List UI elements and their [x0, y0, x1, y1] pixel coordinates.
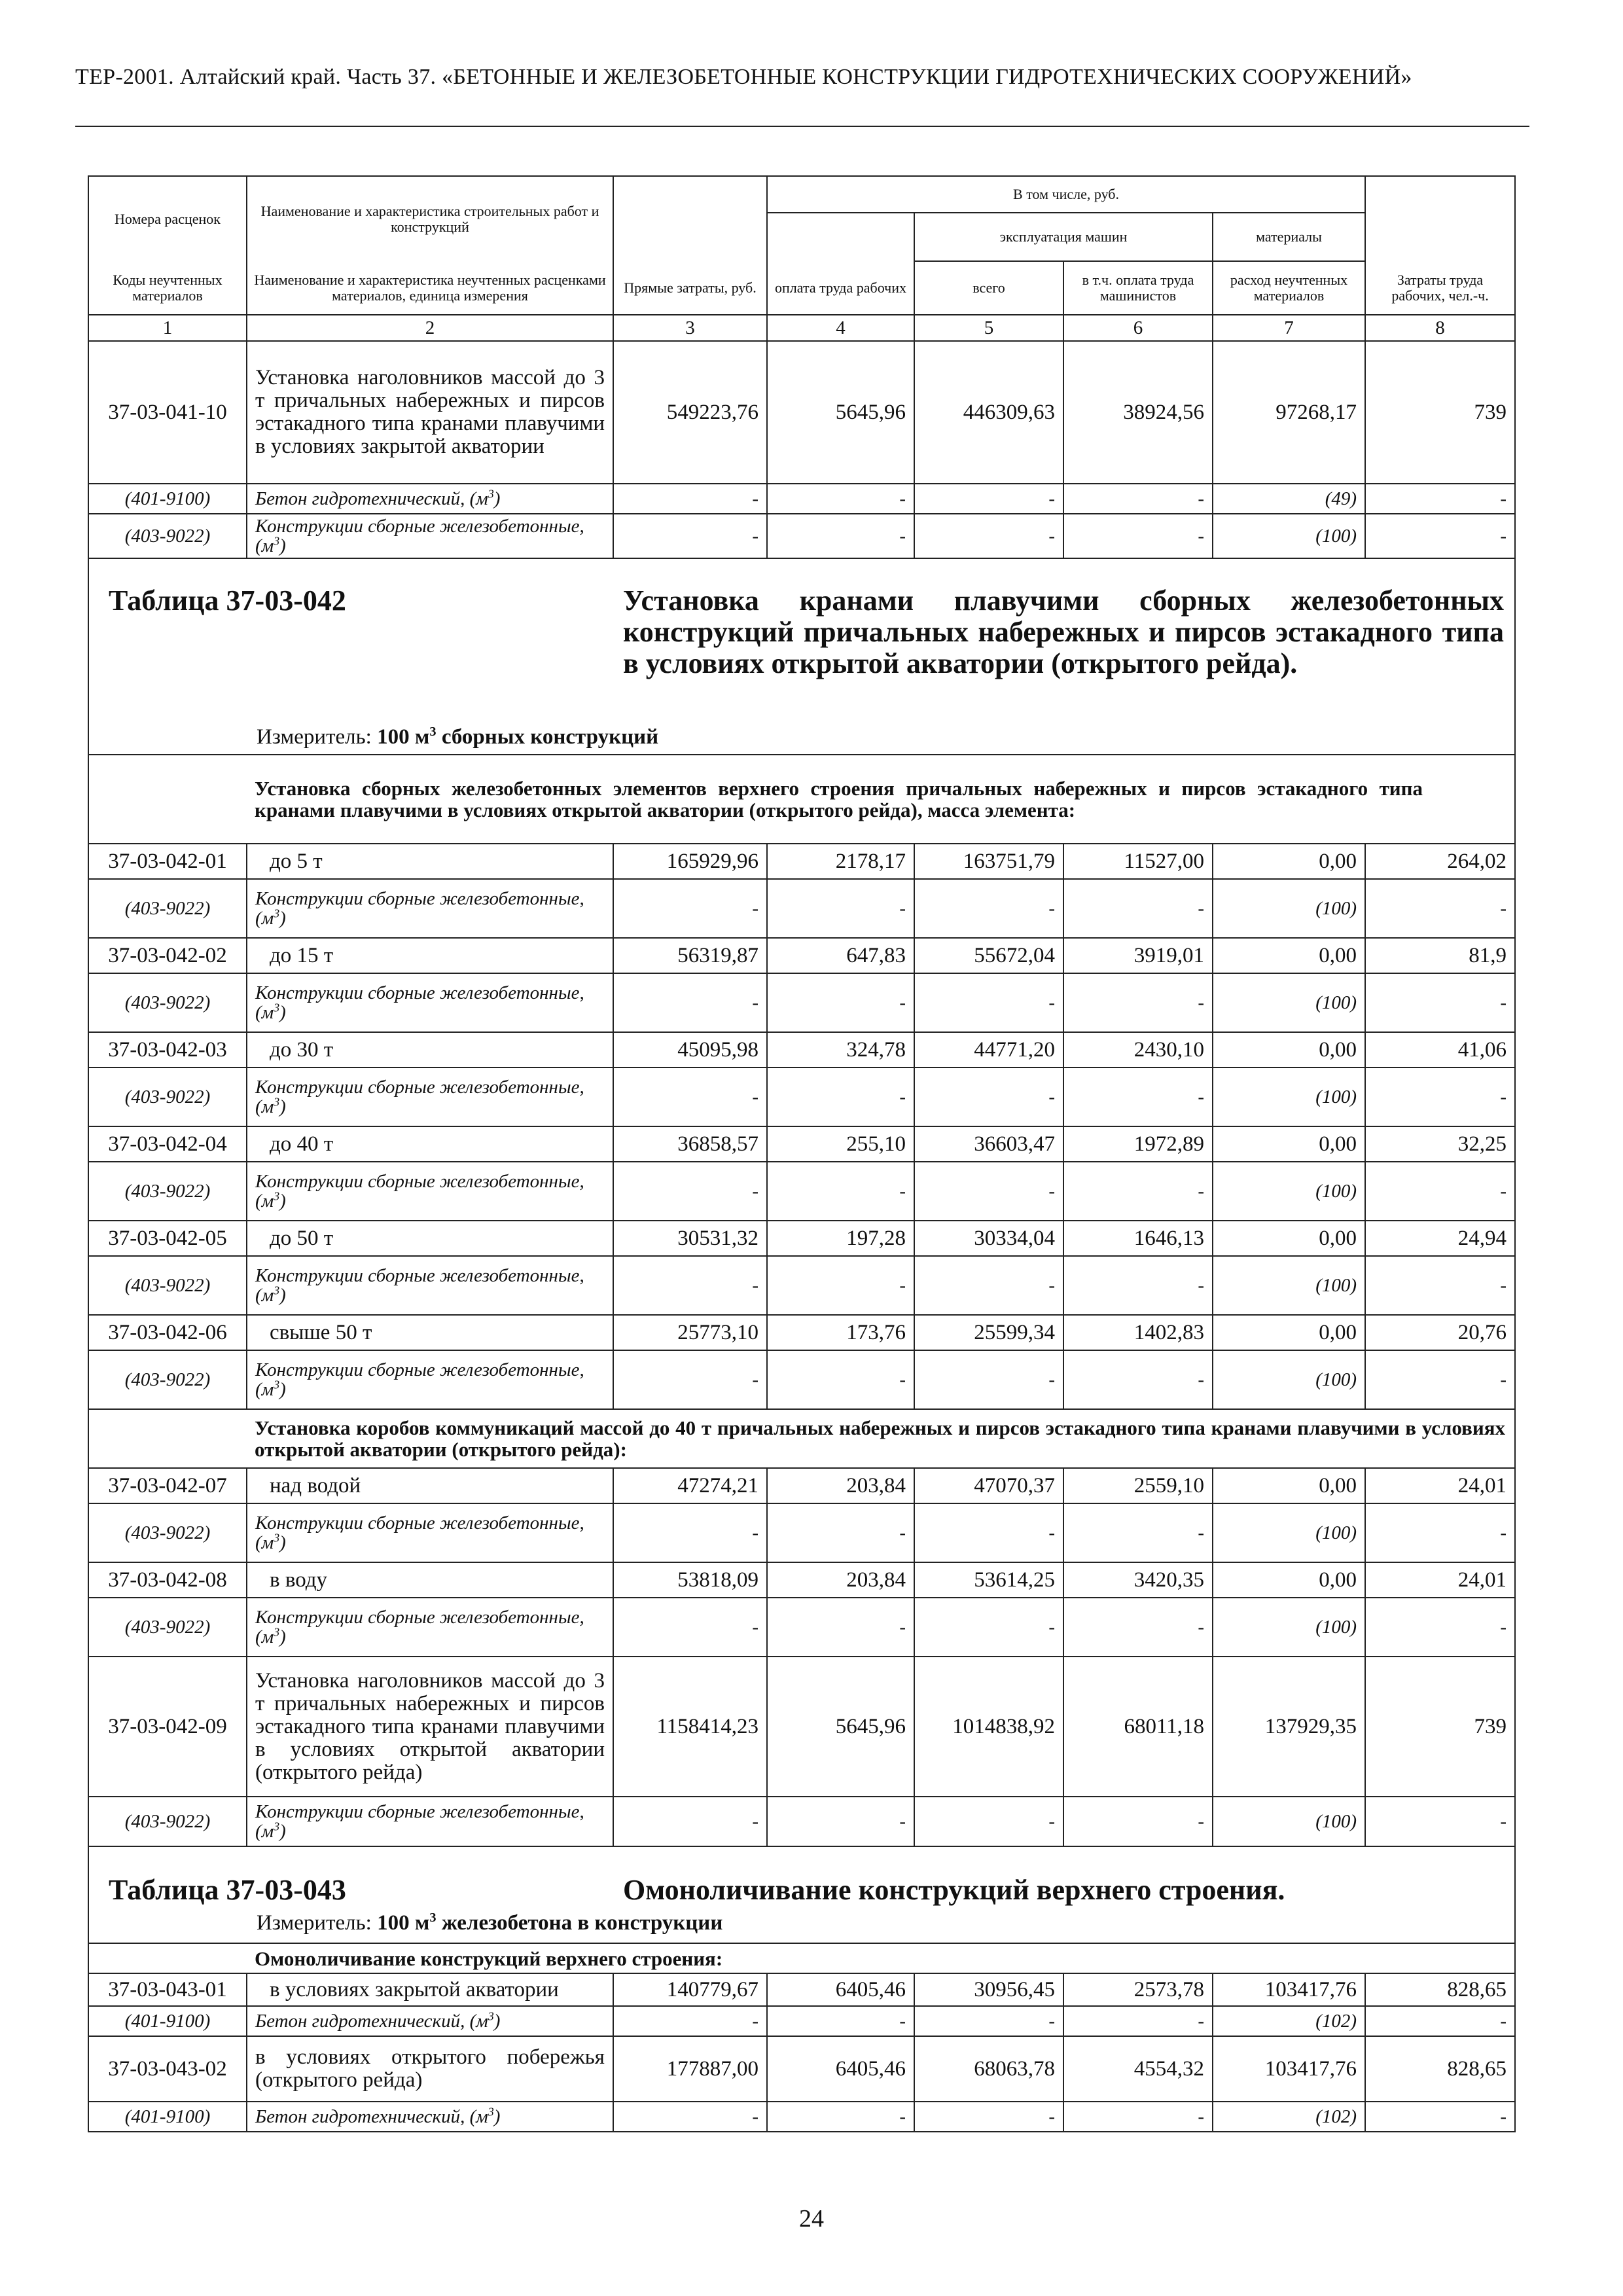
rate-name: Установка наголовников массой до 3 т причальных набережных и пирсов эстакадного типа кранами плавучими в условиях закрытой акватории: [247, 341, 613, 484]
machines-total: 44771,20: [914, 1032, 1063, 1067]
dash: -: [1063, 1350, 1213, 1409]
machinist-pay: 2559,10: [1063, 1468, 1213, 1503]
table-043-unit: Измеритель: 100 $м^3$ железобетона в конструкции: [257, 1910, 723, 1935]
machines-total: 446309,63: [914, 341, 1063, 484]
header-materials: материалы: [1213, 213, 1365, 261]
header-rule: [75, 126, 1529, 127]
col-number: 8: [1365, 315, 1515, 341]
material-row: [88, 1350, 1515, 1409]
dash: -: [914, 2102, 1063, 2132]
worker-pay: 197,28: [767, 1221, 914, 1256]
worker-pay: 5645,96: [767, 1657, 914, 1797]
material-code: (401-9100): [88, 484, 247, 514]
header-machine-operation: эксплуатация машин: [914, 213, 1213, 261]
materials-cost: 103417,76: [1213, 2036, 1365, 2102]
materials-cost: 0,00: [1213, 844, 1365, 879]
machinist-pay: 1646,13: [1063, 1221, 1213, 1256]
rates-table: [88, 175, 1516, 2132]
col-number: 5: [914, 315, 1063, 341]
table-042-title-block: [88, 558, 1515, 755]
material-amount: (100): [1213, 879, 1365, 938]
table-042-title: Установка кранами плавучими сборных железобетонных конструкций причальных набережных и пирсов эстакадного типа в условиях открытой акватории (открытого рейда).: [623, 584, 1504, 679]
material-row: [88, 1256, 1515, 1315]
machines-total: 53614,25: [914, 1562, 1063, 1598]
material-name: Бетон гидротехнический, $(м^3)$: [247, 484, 613, 514]
col-number: 7: [1213, 315, 1365, 341]
material-name: Конструкции сборные железобетонные, $(м^3)$: [247, 1350, 613, 1409]
table-row: [88, 341, 1515, 484]
dash: -: [914, 1598, 1063, 1657]
dash: -: [1063, 973, 1213, 1032]
material-code: (403-9022): [88, 1598, 247, 1657]
material-code: (403-9022): [88, 973, 247, 1032]
table-row: [88, 1221, 1515, 1256]
header-work-name: Наименование и характеристика строительных работ и конструкций: [247, 176, 613, 261]
material-amount: (49): [1213, 484, 1365, 514]
table-043-title-block: [88, 1846, 1515, 1943]
blank-cell: [88, 1943, 247, 1973]
dash: -: [767, 1162, 914, 1221]
rate-code: 37-03-042-04: [88, 1126, 247, 1162]
dash: -: [613, 514, 767, 558]
material-name: Конструкции сборные железобетонные, $(м^3)$: [247, 1797, 613, 1846]
dash: -: [1063, 1598, 1213, 1657]
material-name: Конструкции сборные железобетонные, $(м^3)$: [247, 514, 613, 558]
section-heading: Омоноличивание конструкций верхнего строения:: [247, 1943, 1515, 1973]
material-row: [88, 1797, 1515, 1846]
dash: -: [767, 1256, 914, 1315]
machines-total: 55672,04: [914, 938, 1063, 973]
materials-cost: 0,00: [1213, 1032, 1365, 1067]
material-code: (403-9022): [88, 1067, 247, 1126]
worker-pay: 203,84: [767, 1468, 914, 1503]
direct-costs: 549223,76: [613, 341, 767, 484]
direct-costs: 25773,10: [613, 1315, 767, 1350]
dash: -: [613, 1162, 767, 1221]
dash: -: [1063, 2102, 1213, 2132]
direct-costs: 47274,21: [613, 1468, 767, 1503]
material-amount: (100): [1213, 514, 1365, 558]
machinist-pay: 38924,56: [1063, 341, 1213, 484]
dash: -: [767, 514, 914, 558]
worker-pay: 6405,46: [767, 1973, 914, 2006]
header-direct-costs: Прямые затраты, руб.: [613, 261, 767, 315]
rate-name: Установка наголовников массой до 3 т причальных набережных и пирсов эстакадного типа кранами плавучими в условиях открытой акватории (открытого рейда): [247, 1657, 613, 1797]
header-total: всего: [914, 261, 1063, 315]
header-in-that-number: В том числе, руб.: [767, 176, 1365, 213]
rate-code: 37-03-042-06: [88, 1315, 247, 1350]
table-043-number: Таблица 37-03-043: [109, 1874, 346, 1906]
dash: -: [1365, 1598, 1515, 1657]
material-name: Бетон гидротехнический, $(м^3)$: [247, 2102, 613, 2132]
direct-costs: 36858,57: [613, 1126, 767, 1162]
dash: -: [1365, 514, 1515, 558]
rate-code: 37-03-042-07: [88, 1468, 247, 1503]
dash: -: [613, 879, 767, 938]
materials-cost: 97268,17: [1213, 341, 1365, 484]
blank-cell: [88, 755, 247, 844]
labor-costs: 24,01: [1365, 1562, 1515, 1598]
machines-total: 68063,78: [914, 2036, 1063, 2102]
section-heading: Установка коробов коммуникаций массой до 40 т причальных набережных и пирсов эстакадного типа кранами плавучими в условиях открытой акватории (открытого рейда):: [247, 1409, 1515, 1468]
material-amount: (100): [1213, 1598, 1365, 1657]
direct-costs: 53818,09: [613, 1562, 767, 1598]
material-amount: (100): [1213, 1256, 1365, 1315]
rate-name: в условиях закрытой акватории: [247, 1973, 613, 2006]
dash: -: [613, 1503, 767, 1562]
direct-costs: 165929,96: [613, 844, 767, 879]
header-codes: Коды неучтенных материалов: [88, 261, 247, 315]
rate-name: в условиях открытого побережья (открытого рейда): [247, 2036, 613, 2102]
machinist-pay: 4554,32: [1063, 2036, 1213, 2102]
table-row: [88, 1657, 1515, 1797]
material-amount: (100): [1213, 1797, 1365, 1846]
materials-cost: 0,00: [1213, 1562, 1365, 1598]
labor-costs: 24,94: [1365, 1221, 1515, 1256]
material-name: Конструкции сборные железобетонные, $(м^3)$: [247, 1067, 613, 1126]
rate-name: свыше 50 т: [247, 1315, 613, 1350]
dash: -: [613, 973, 767, 1032]
material-name: Конструкции сборные железобетонные, $(м^3)$: [247, 1598, 613, 1657]
machinist-pay: 3919,01: [1063, 938, 1213, 973]
col-number: 1: [88, 315, 247, 341]
labor-costs: 24,01: [1365, 1468, 1515, 1503]
dash: -: [914, 879, 1063, 938]
material-name: Конструкции сборные железобетонные, $(м^3)$: [247, 1256, 613, 1315]
material-name: Конструкции сборные железобетонные, $(м^3)$: [247, 973, 613, 1032]
col-number: 3: [613, 315, 767, 341]
dash: -: [1365, 1256, 1515, 1315]
material-row: [88, 1598, 1515, 1657]
dash: -: [914, 1162, 1063, 1221]
rate-code: 37-03-042-03: [88, 1032, 247, 1067]
dash: -: [767, 484, 914, 514]
direct-costs: 56319,87: [613, 938, 767, 973]
dash: -: [1063, 879, 1213, 938]
rate-name: до 5 т: [247, 844, 613, 879]
dash: -: [1365, 484, 1515, 514]
rate-code: 37-03-042-05: [88, 1221, 247, 1256]
materials-cost: 0,00: [1213, 1126, 1365, 1162]
machines-total: 30956,45: [914, 1973, 1063, 2006]
dash: -: [914, 1256, 1063, 1315]
dash: -: [914, 484, 1063, 514]
materials-cost: 0,00: [1213, 938, 1365, 973]
materials-cost: 137929,35: [1213, 1657, 1365, 1797]
direct-costs: 140779,67: [613, 1973, 767, 2006]
rate-name: до 15 т: [247, 938, 613, 973]
dash: -: [914, 973, 1063, 1032]
table-042-number: Таблица 37-03-042: [109, 584, 346, 617]
col-number: 6: [1063, 315, 1213, 341]
material-amount: (102): [1213, 2102, 1365, 2132]
table-row: [88, 1973, 1515, 2006]
dash: -: [914, 1350, 1063, 1409]
direct-costs: 177887,00: [613, 2036, 767, 2102]
material-code: (403-9022): [88, 514, 247, 558]
material-amount: (100): [1213, 1350, 1365, 1409]
table-042-unit: Измеритель: 100 $м^3$ сборных конструкций: [257, 725, 659, 749]
labor-costs: 739: [1365, 341, 1515, 484]
material-amount: (102): [1213, 2006, 1365, 2036]
direct-costs: 30531,32: [613, 1221, 767, 1256]
dash: -: [1365, 1350, 1515, 1409]
machinist-pay: 1972,89: [1063, 1126, 1213, 1162]
header-rate-numbers: Номера расценок: [88, 176, 247, 261]
table-row: [88, 1032, 1515, 1067]
header-material-usage: расход неучтенных материалов: [1213, 261, 1365, 315]
material-name: Бетон гидротехнический, $(м^3)$: [247, 2006, 613, 2036]
machinist-pay: 11527,00: [1063, 844, 1213, 879]
material-name: Конструкции сборные железобетонные, $(м^3)$: [247, 879, 613, 938]
material-name: Конструкции сборные железобетонные, $(м^3)$: [247, 1162, 613, 1221]
dash: -: [1063, 514, 1213, 558]
rate-code: 37-03-042-09: [88, 1657, 247, 1797]
dash: -: [1365, 1503, 1515, 1562]
machinist-pay: 2430,10: [1063, 1032, 1213, 1067]
material-row: [88, 1067, 1515, 1126]
material-code: (401-9100): [88, 2102, 247, 2132]
labor-costs: 41,06: [1365, 1032, 1515, 1067]
material-row: [88, 879, 1515, 938]
dash: -: [613, 1350, 767, 1409]
dash: -: [613, 2006, 767, 2036]
material-code: (403-9022): [88, 1797, 247, 1846]
dash: -: [1365, 879, 1515, 938]
dash: -: [1365, 2102, 1515, 2132]
rate-code: 37-03-042-02: [88, 938, 247, 973]
dash: -: [613, 484, 767, 514]
rate-code: 37-03-043-02: [88, 2036, 247, 2102]
dash: -: [767, 2102, 914, 2132]
table-043-title: Омоноличивание конструкций верхнего строения.: [623, 1874, 1285, 1906]
rate-name: над водой: [247, 1468, 613, 1503]
section-heading: Установка сборных железобетонных элементов верхнего строения причальных набережных и пирсов эстакадного типа кранами плавучими в условиях открытой акватории (открытого рейда), масса элемента:: [247, 755, 1515, 844]
header-machinist-pay: в т.ч. оплата труда машинистов: [1063, 261, 1213, 315]
worker-pay: 6405,46: [767, 2036, 914, 2102]
table-row: [88, 1126, 1515, 1162]
dash: -: [767, 1503, 914, 1562]
table-row: [88, 844, 1515, 879]
dash: -: [914, 2006, 1063, 2036]
dash: -: [1063, 2006, 1213, 2036]
rate-name: до 30 т: [247, 1032, 613, 1067]
direct-costs: 1158414,23: [613, 1657, 767, 1797]
material-row: [88, 514, 1515, 558]
dash: -: [914, 1067, 1063, 1126]
machinist-pay: 1402,83: [1063, 1315, 1213, 1350]
document-header: ТЕР-2001. Алтайский край. Часть 37. «БЕТОННЫЕ И ЖЕЛЕЗОБЕТОННЫЕ КОНСТРУКЦИИ ГИДРОТЕХНИЧЕСКИХ СООРУЖЕНИЙ»: [75, 65, 1412, 89]
labor-costs: 264,02: [1365, 844, 1515, 879]
material-code: (403-9022): [88, 879, 247, 938]
table-row: [88, 1468, 1515, 1503]
header-labor-costs: Затраты труда рабочих, чел.-ч.: [1365, 261, 1515, 315]
page-number: 24: [799, 2205, 824, 2233]
machines-total: 30334,04: [914, 1221, 1063, 1256]
header-worker-pay: оплата труда рабочих: [767, 261, 914, 315]
rate-name: до 40 т: [247, 1126, 613, 1162]
dash: -: [1365, 973, 1515, 1032]
blank-cell: [88, 1409, 247, 1468]
material-amount: (100): [1213, 973, 1365, 1032]
dash: -: [1365, 1067, 1515, 1126]
worker-pay: 173,76: [767, 1315, 914, 1350]
labor-costs: 20,76: [1365, 1315, 1515, 1350]
material-code: (403-9022): [88, 1503, 247, 1562]
table-row: [88, 1315, 1515, 1350]
material-row: [88, 973, 1515, 1032]
dash: -: [1365, 1162, 1515, 1221]
material-amount: (100): [1213, 1162, 1365, 1221]
header-labor-blank: [1365, 176, 1515, 261]
table-row: [88, 1562, 1515, 1598]
rate-name: до 50 т: [247, 1221, 613, 1256]
labor-costs: 81,9: [1365, 938, 1515, 973]
machinist-pay: 68011,18: [1063, 1657, 1213, 1797]
machines-total: 1014838,92: [914, 1657, 1063, 1797]
machines-total: 36603,47: [914, 1126, 1063, 1162]
worker-pay: 5645,96: [767, 341, 914, 484]
dash: -: [613, 1598, 767, 1657]
worker-pay: 324,78: [767, 1032, 914, 1067]
material-code: (403-9022): [88, 1256, 247, 1315]
dash: -: [1063, 484, 1213, 514]
dash: -: [767, 2006, 914, 2036]
table-row: [88, 2036, 1515, 2102]
rate-name: в воду: [247, 1562, 613, 1598]
dash: -: [914, 1797, 1063, 1846]
dash: -: [767, 1067, 914, 1126]
dash: -: [1063, 1503, 1213, 1562]
machinist-pay: 3420,35: [1063, 1562, 1213, 1598]
labor-costs: 828,65: [1365, 2036, 1515, 2102]
material-row: [88, 1162, 1515, 1221]
col-number: 4: [767, 315, 914, 341]
materials-cost: 103417,76: [1213, 1973, 1365, 2006]
materials-cost: 0,00: [1213, 1468, 1365, 1503]
material-row: [88, 2102, 1515, 2132]
dash: -: [613, 2102, 767, 2132]
dash: -: [1063, 1797, 1213, 1846]
dash: -: [1063, 1067, 1213, 1126]
header-material-name: Наименование и характеристика неучтенных расценками материалов, единица измерения: [247, 261, 613, 315]
labor-costs: 828,65: [1365, 1973, 1515, 2006]
machines-total: 163751,79: [914, 844, 1063, 879]
col-number: 2: [247, 315, 613, 341]
labor-costs: 739: [1365, 1657, 1515, 1797]
dash: -: [613, 1256, 767, 1315]
rate-code: 37-03-042-01: [88, 844, 247, 879]
machines-total: 25599,34: [914, 1315, 1063, 1350]
materials-cost: 0,00: [1213, 1315, 1365, 1350]
worker-pay: 203,84: [767, 1562, 914, 1598]
dash: -: [1063, 1162, 1213, 1221]
rate-code: 37-03-043-01: [88, 1973, 247, 2006]
material-amount: (100): [1213, 1067, 1365, 1126]
worker-pay: 255,10: [767, 1126, 914, 1162]
rate-code: 37-03-042-08: [88, 1562, 247, 1598]
labor-costs: 32,25: [1365, 1126, 1515, 1162]
table-row: [88, 938, 1515, 973]
dash: -: [1365, 1797, 1515, 1846]
material-code: (401-9100): [88, 2006, 247, 2036]
dash: -: [767, 1350, 914, 1409]
direct-costs: 45095,98: [613, 1032, 767, 1067]
dash: -: [767, 1797, 914, 1846]
material-code: (403-9022): [88, 1350, 247, 1409]
dash: -: [767, 1598, 914, 1657]
material-name: Конструкции сборные железобетонные, $(м^3)$: [247, 1503, 613, 1562]
material-code: (403-9022): [88, 1162, 247, 1221]
worker-pay: 647,83: [767, 938, 914, 973]
dash: -: [1063, 1256, 1213, 1315]
material-row: [88, 484, 1515, 514]
machines-total: 47070,37: [914, 1468, 1063, 1503]
dash: -: [767, 973, 914, 1032]
material-amount: (100): [1213, 1503, 1365, 1562]
material-row: [88, 2006, 1515, 2036]
rate-code: 37-03-041-10: [88, 341, 247, 484]
machinist-pay: 2573,78: [1063, 1973, 1213, 2006]
dash: -: [1365, 2006, 1515, 2036]
dash: -: [767, 879, 914, 938]
dash: -: [613, 1797, 767, 1846]
header-direct-blank: [613, 176, 767, 261]
header-worker-blank: [767, 213, 914, 261]
dash: -: [613, 1067, 767, 1126]
materials-cost: 0,00: [1213, 1221, 1365, 1256]
material-row: [88, 1503, 1515, 1562]
dash: -: [914, 1503, 1063, 1562]
dash: -: [914, 514, 1063, 558]
worker-pay: 2178,17: [767, 844, 914, 879]
